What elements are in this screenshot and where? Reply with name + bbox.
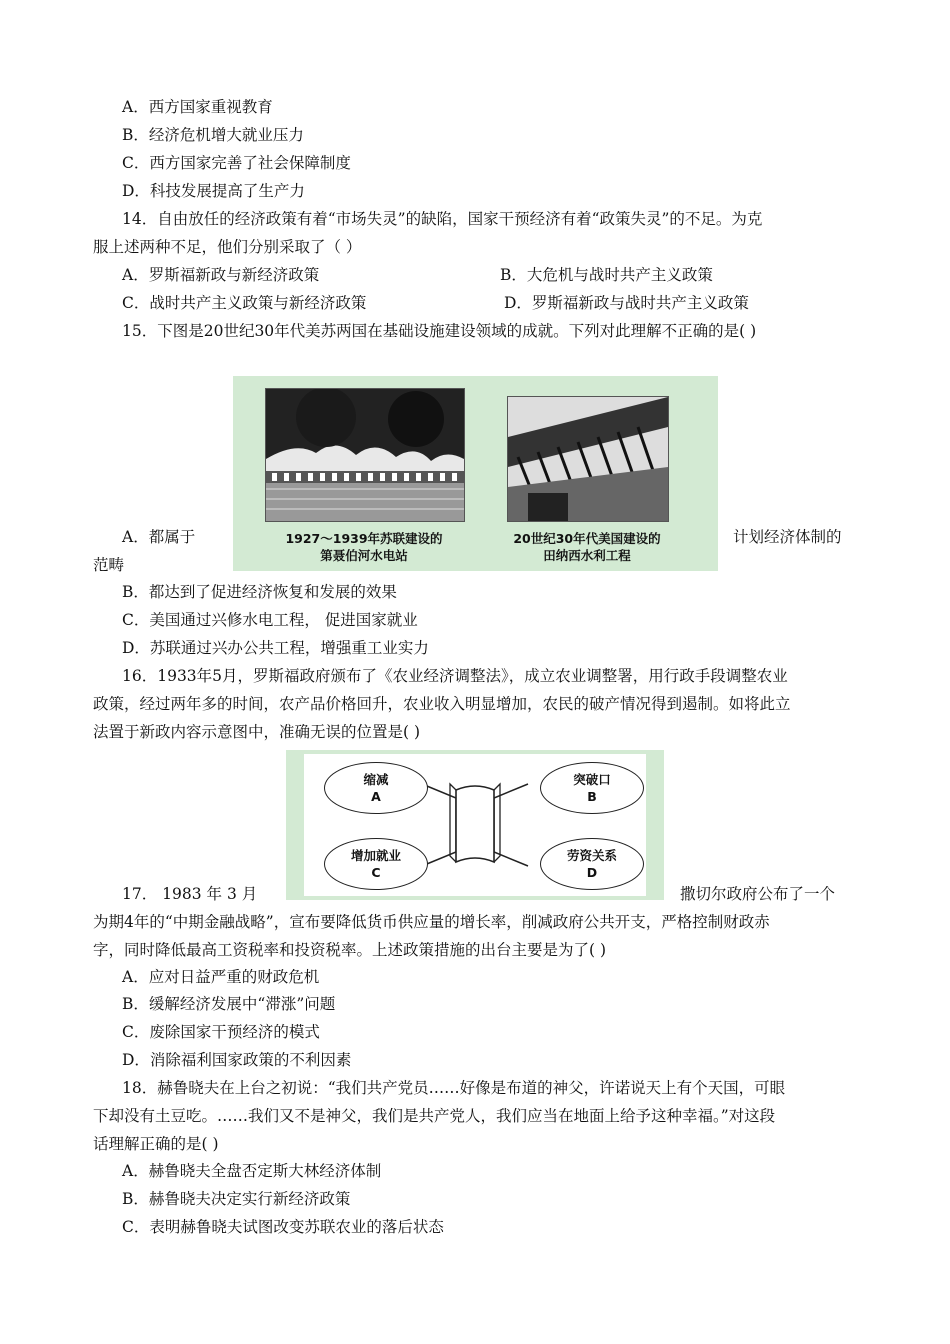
new-deal-diagram	[286, 750, 664, 900]
node-d-letter: D	[586, 865, 598, 880]
q17-option-c: C．废除国家干预经济的模式	[122, 1023, 320, 1041]
q14-option-c: C．战时共产主义政策与新经济政策	[122, 294, 367, 312]
tennessee-caption	[497, 530, 677, 564]
q15-photo-panel	[233, 376, 718, 571]
q18-stem-line1: 18．赫鲁晓夫在上台之初说：“我们共产党员……好像是布道的神父，许诺说天上有个天国，可眼	[122, 1079, 786, 1097]
q18-option-c: C．表明赫鲁晓夫试图改变苏联农业的落后状态	[122, 1218, 444, 1236]
node-b-letter: B	[587, 789, 597, 804]
diagram-canvas	[304, 754, 646, 896]
q15-option-b: B．都达到了促进经济恢复和发展的效果	[122, 583, 397, 601]
diagram-node-a	[324, 762, 428, 814]
q14-option-a: A．罗斯福新政与新经济政策	[122, 266, 320, 284]
dnieper-caption-line2: 第聂伯河水电站	[320, 548, 408, 563]
q15-option-a-wrap: 范畴	[93, 556, 125, 574]
q13-option-b: B．经济危机增大就业压力	[122, 126, 304, 144]
q15-option-d: D．苏联通过兴办公共工程，增强重工业实力	[122, 639, 429, 657]
q17-stem-tail: 撒切尔政府公布了一个	[680, 885, 836, 903]
q15-stem: 15．下图是20世纪30年代美苏两国在基础设施建设领域的成就。下列对此理解不正确的是( )	[122, 322, 757, 340]
q14-option-d: D．罗斯福新政与战时共产主义政策	[504, 294, 749, 312]
tennessee-valley-photo	[507, 396, 669, 522]
node-c-letter: C	[371, 865, 381, 880]
q17-option-d: D．消除福利国家政策的不利因素	[122, 1051, 352, 1069]
q15-option-a-right: 计划经济体制的	[733, 528, 842, 546]
node-b-label: 突破口	[573, 772, 611, 787]
dnieper-caption	[265, 530, 463, 564]
q15-option-c: C．美国通过兴修水电工程， 促进国家就业	[122, 611, 418, 629]
dnieper-caption-line1: 1927～1939年苏联建设的	[285, 531, 443, 546]
node-d-label: 劳资关系	[566, 848, 617, 863]
q14-option-b: B．大危机与战时共产主义政策	[500, 266, 713, 284]
q16-stem-line3: 法置于新政内容示意图中，准确无误的位置是( )	[93, 723, 421, 741]
q16-stem-line1: 16．1933年5月，罗斯福政府颁布了《农业经济调整法》，成立农业调整署，用行政手段调整农业	[122, 667, 788, 685]
q13-option-d: D．科技发展提高了生产力	[122, 182, 305, 200]
q18-option-a: A．赫鲁晓夫全盘否定斯大林经济体制	[122, 1162, 382, 1180]
q15-option-a-left: A．都属于	[122, 528, 196, 546]
q14-stem-line2: 服上述两种不足，他们分别采取了（ ）	[93, 238, 362, 256]
q17-option-b: B．缓解经济发展中“滞涨”问题	[122, 995, 336, 1013]
dnieper-dam-photo	[265, 388, 465, 522]
q17-option-a: A．应对日益严重的财政危机	[122, 968, 320, 986]
q16-stem-line2: 政策，经过两年多的时间，农产品价格回升，农业收入明显增加，农民的破产情况得到遏制。如将此立	[93, 695, 791, 713]
node-a-label: 缩减	[363, 772, 389, 787]
q17-stem-line2: 为期4年的“中期金融战略”，宣布要降低货币供应量的增长率，削减政府公共开支，严格控制财政赤	[93, 913, 770, 931]
q18-stem-line3: 话理解正确的是( )	[93, 1135, 219, 1153]
diagram-node-d	[540, 838, 644, 890]
node-a-letter: A	[371, 789, 381, 804]
node-c-label: 增加就业	[350, 848, 401, 863]
diagram-node-b	[540, 762, 644, 814]
tennessee-caption-line2: 田纳西水利工程	[543, 548, 631, 563]
q14-stem-line1: 14．自由放任的经济政策有着“市场失灵”的缺陷，国家干预经济有着“政策失灵”的不足。为克	[122, 210, 763, 228]
q18-stem-line2: 下却没有土豆吃。……我们又不是神父，我们是共产党人，我们应当在地面上给予这种幸福。”对这段	[93, 1107, 776, 1125]
tennessee-caption-line1: 20世纪30年代美国建设的	[513, 531, 661, 546]
q17-stem-lead: 17． 1983 年 3 月	[122, 885, 258, 903]
diagram-node-c	[324, 838, 428, 890]
q17-stem-line3: 字，同时降低最高工资税率和投资税率。上述政策措施的出台主要是为了( )	[93, 941, 607, 959]
q13-option-c: C．西方国家完善了社会保障制度	[122, 154, 351, 172]
q18-option-b: B．赫鲁晓夫决定实行新经济政策	[122, 1190, 351, 1208]
q13-option-a: A．西方国家重视教育	[122, 98, 273, 116]
